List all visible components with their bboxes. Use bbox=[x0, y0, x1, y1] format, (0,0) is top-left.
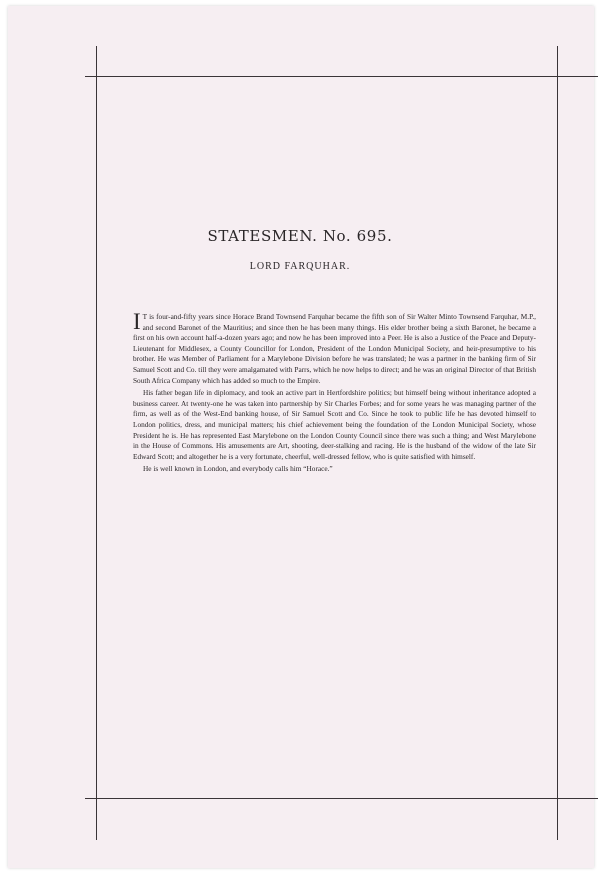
article-subtitle: LORD FARQUHAR. bbox=[249, 261, 351, 272]
paragraph-1-text: T is four-and-fifty years since Horace Brand Townsend Farquhar became the fifth son of Sir Walter Minto Townsend Farquhar, M.P., and second Baronet of the Mauritius; and since then he has been many things. His elder brother being a sixth Baronet, he became a first on his own account half-a-dozen years ago; and now he has been improved into a Peer. He is also a Justice of the Peace and Deputy-Lieutenant for Middlesex, a County Councillor for London, President of the London Municipal Society, and heir-presumptive to his brother. He was Member of Parliament for a Marylebone Division before he was translated; he was a partner in the banking firm of Sir Samuel Scott and Co. till they were amalgamated with Parrs, which he now helps to direct; and he was an original Director of that British South Africa Company which has added so much to the Empire. bbox=[133, 312, 536, 385]
right-rule bbox=[557, 46, 558, 840]
drop-cap: I bbox=[133, 309, 141, 334]
top-rule bbox=[85, 76, 598, 77]
left-rule bbox=[96, 46, 97, 840]
article-body bbox=[133, 309, 536, 477]
bottom-rule bbox=[85, 798, 598, 799]
paragraph-3: He is well known in London, and everybody calls him “Horace.” bbox=[143, 464, 333, 474]
paragraph-1 bbox=[133, 309, 536, 386]
page-title: STATESMEN. No. 695. bbox=[207, 227, 393, 245]
paragraph-2: His father began life in diplomacy, and took an active part in Hertfordshire politics; but himself being without inheritance adopted a business career. At twenty-one he was taken into partnership by Sir Charles Forbes; and for some years he was managing partner of the firm, as well as of the West-End banking house, of Sir Samuel Scott and Co. Since he took to public life he has devoted himself to London politics, dress, and municipal matters; his chief achievement being the foundation of the London Municipal Society, whose President he is. He has represented East Marylebone on the London County Council since there was such a thing; and West Marylebone in the House of Commons. His amusements are Art, shooting, deer-stalking and racing. He is the husband of the widow of the late Sir Edward Scott; and altogether he is a very fortunate, cheerful, well-dressed fellow, who is quite satisfied with himself. bbox=[133, 388, 536, 461]
